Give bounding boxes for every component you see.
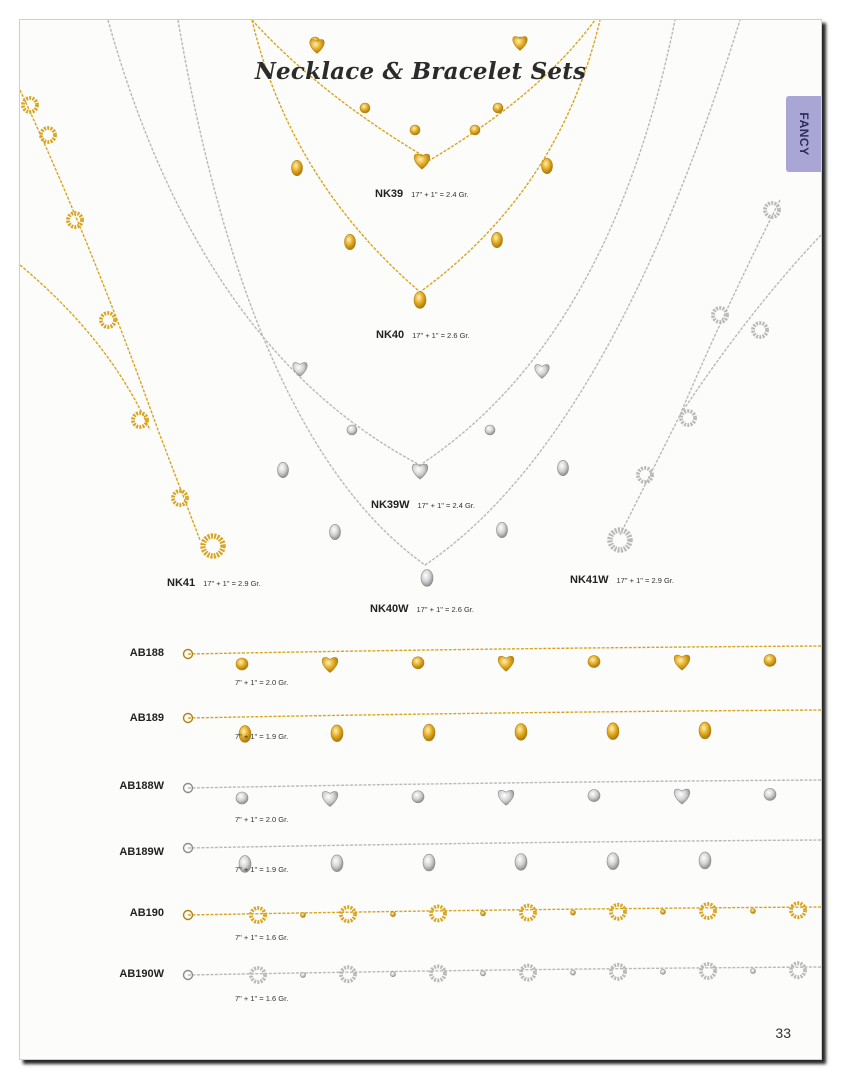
bracelet-spec-ab189: 7" + 1" = 1.9 Gr. xyxy=(235,732,289,741)
item-code: NK39 xyxy=(375,188,404,200)
drop-charm xyxy=(414,292,426,309)
drop-charm xyxy=(492,232,503,247)
disc-charm xyxy=(301,973,306,978)
ring-charm xyxy=(251,908,265,922)
drop-charm xyxy=(421,570,433,587)
page-title: Necklace & Bracelet Sets xyxy=(254,58,587,85)
disc-charm xyxy=(751,969,756,974)
nk39-chain xyxy=(252,20,595,160)
heart-charm xyxy=(498,790,514,805)
item-spec: 17" + 1" = 2.4 Gr. xyxy=(417,501,475,510)
nk39w-chain xyxy=(108,20,675,465)
nk41-chain-2 xyxy=(20,265,150,430)
bracelet-code-ab188w: AB188W xyxy=(119,780,164,792)
item-code: NK41W xyxy=(570,574,609,586)
bracelet-code-ab189w: AB189W xyxy=(119,846,164,858)
disc-charm xyxy=(481,971,486,976)
item-code: NK40 xyxy=(376,329,405,341)
drop-charm xyxy=(699,852,711,869)
disc-charm xyxy=(301,913,306,918)
drop-charm xyxy=(558,460,569,475)
ring-charm xyxy=(101,313,115,327)
disc-charm xyxy=(481,911,486,916)
necklace-label-nk39w xyxy=(371,495,475,513)
ring-charm xyxy=(638,468,652,482)
ring-charm xyxy=(701,904,715,918)
drop-charm xyxy=(699,722,711,739)
necklace-label-nk41w xyxy=(570,570,674,588)
item-spec: 17" + 1" = 2.9 Gr. xyxy=(203,579,261,588)
ring-charm xyxy=(173,491,187,505)
heart-charm xyxy=(513,37,527,51)
bracelet-spec-ab188w: 7" + 1" = 2.0 Gr. xyxy=(235,815,289,824)
bracelet-chain xyxy=(188,907,821,915)
item-spec: 17" + 1" = 2.9 Gr. xyxy=(616,576,674,585)
ring-charm xyxy=(753,323,767,337)
nk41w-chain xyxy=(620,235,821,535)
item-spec: 17" + 1" = 2.4 Gr. xyxy=(411,190,469,199)
heart-charm xyxy=(293,363,307,377)
disc-charm xyxy=(412,791,424,803)
disc-charm xyxy=(661,969,666,974)
disc-charm xyxy=(236,658,248,670)
heart-charm xyxy=(498,656,514,671)
bracelet-chain xyxy=(188,780,821,788)
bracelet-chain xyxy=(188,646,821,654)
bracelet-spec-ab188: 7" + 1" = 2.0 Gr. xyxy=(235,678,289,687)
heart-charm xyxy=(535,365,549,379)
heart-charm xyxy=(322,791,338,806)
ring-charm xyxy=(521,906,535,920)
disc-charm xyxy=(236,792,248,804)
disc-charm xyxy=(764,788,776,800)
drop-charm xyxy=(607,853,619,870)
necklace-label-nk41 xyxy=(167,573,261,591)
heart-charm xyxy=(674,655,690,670)
heart-charm xyxy=(412,464,428,479)
ring-charm xyxy=(431,966,445,980)
drop-charm xyxy=(292,160,303,175)
bracelet-chain xyxy=(188,840,821,848)
ring-charm xyxy=(251,968,265,982)
necklace-label-nk40w xyxy=(370,599,474,617)
disc-charm xyxy=(360,103,370,113)
item-spec: 17" + 1" = 2.6 Gr. xyxy=(412,331,470,340)
disc-charm xyxy=(485,425,495,435)
bracelet-spec-ab189w: 7" + 1" = 1.9 Gr. xyxy=(235,865,289,874)
category-tab-label: FANCY xyxy=(796,112,811,156)
jewelry-illustration xyxy=(20,20,821,1059)
disc-charm xyxy=(764,654,776,666)
item-code: NK39W xyxy=(371,499,410,511)
drop-charm xyxy=(278,462,289,477)
drop-charm xyxy=(331,855,343,872)
disc-charm xyxy=(470,125,480,135)
drop-charm xyxy=(330,524,341,539)
heart-charm xyxy=(310,40,324,54)
disc-charm xyxy=(661,909,666,914)
ring-charm xyxy=(611,965,625,979)
disc-charm xyxy=(588,656,600,668)
ring-charm xyxy=(610,530,630,550)
ring-charm xyxy=(431,906,445,920)
disc-charm xyxy=(571,970,576,975)
bracelet-spec-ab190: 7" + 1" = 1.6 Gr. xyxy=(235,933,289,942)
bracelet-code-ab190: AB190 xyxy=(129,907,164,919)
drop-charm xyxy=(607,723,619,740)
catalog-page xyxy=(19,19,822,1060)
disc-charm xyxy=(391,912,396,917)
page-number: 33 xyxy=(775,1025,791,1041)
disc-charm xyxy=(412,657,424,669)
ring-charm xyxy=(341,967,355,981)
drop-charm xyxy=(515,854,527,871)
bracelet-code-ab188: AB188 xyxy=(129,647,164,659)
bracelet-code-ab190w: AB190W xyxy=(119,968,164,980)
drop-charm xyxy=(345,234,356,249)
disc-charm xyxy=(751,909,756,914)
disc-charm xyxy=(391,972,396,977)
item-code: NK41 xyxy=(167,577,196,589)
item-code: NK40W xyxy=(370,603,409,615)
bracelet-code-ab189: AB189 xyxy=(129,712,164,724)
ring-charm xyxy=(341,907,355,921)
heart-charm xyxy=(322,657,338,672)
necklace-label-nk39 xyxy=(375,184,469,202)
disc-charm xyxy=(493,103,503,113)
nk41w-chain-2 xyxy=(680,200,780,415)
heart-charm xyxy=(414,154,430,169)
disc-charm xyxy=(588,790,600,802)
bracelet-chain xyxy=(188,710,821,718)
ring-charm xyxy=(611,905,625,919)
ring-charm xyxy=(701,964,715,978)
bracelet-chain xyxy=(188,967,821,975)
necklace-label-nk40 xyxy=(376,325,470,343)
ring-charm xyxy=(203,536,223,556)
bracelet-spec-ab190w: 7" + 1" = 1.6 Gr. xyxy=(235,994,289,1003)
disc-charm xyxy=(571,910,576,915)
ring-charm xyxy=(23,98,37,112)
ring-charm xyxy=(791,903,805,917)
disc-charm xyxy=(347,425,357,435)
category-tab xyxy=(786,96,821,172)
drop-charm xyxy=(542,158,553,173)
ring-charm xyxy=(791,963,805,977)
ring-charm xyxy=(41,128,55,142)
item-spec: 17" + 1" = 2.6 Gr. xyxy=(416,605,474,614)
drop-charm xyxy=(423,724,435,741)
drop-charm xyxy=(331,725,343,742)
drop-charm xyxy=(515,724,527,741)
ring-charm xyxy=(521,966,535,980)
drop-charm xyxy=(497,522,508,537)
disc-charm xyxy=(410,125,420,135)
drop-charm xyxy=(423,854,435,871)
ring-charm xyxy=(681,411,695,425)
heart-charm xyxy=(674,789,690,804)
